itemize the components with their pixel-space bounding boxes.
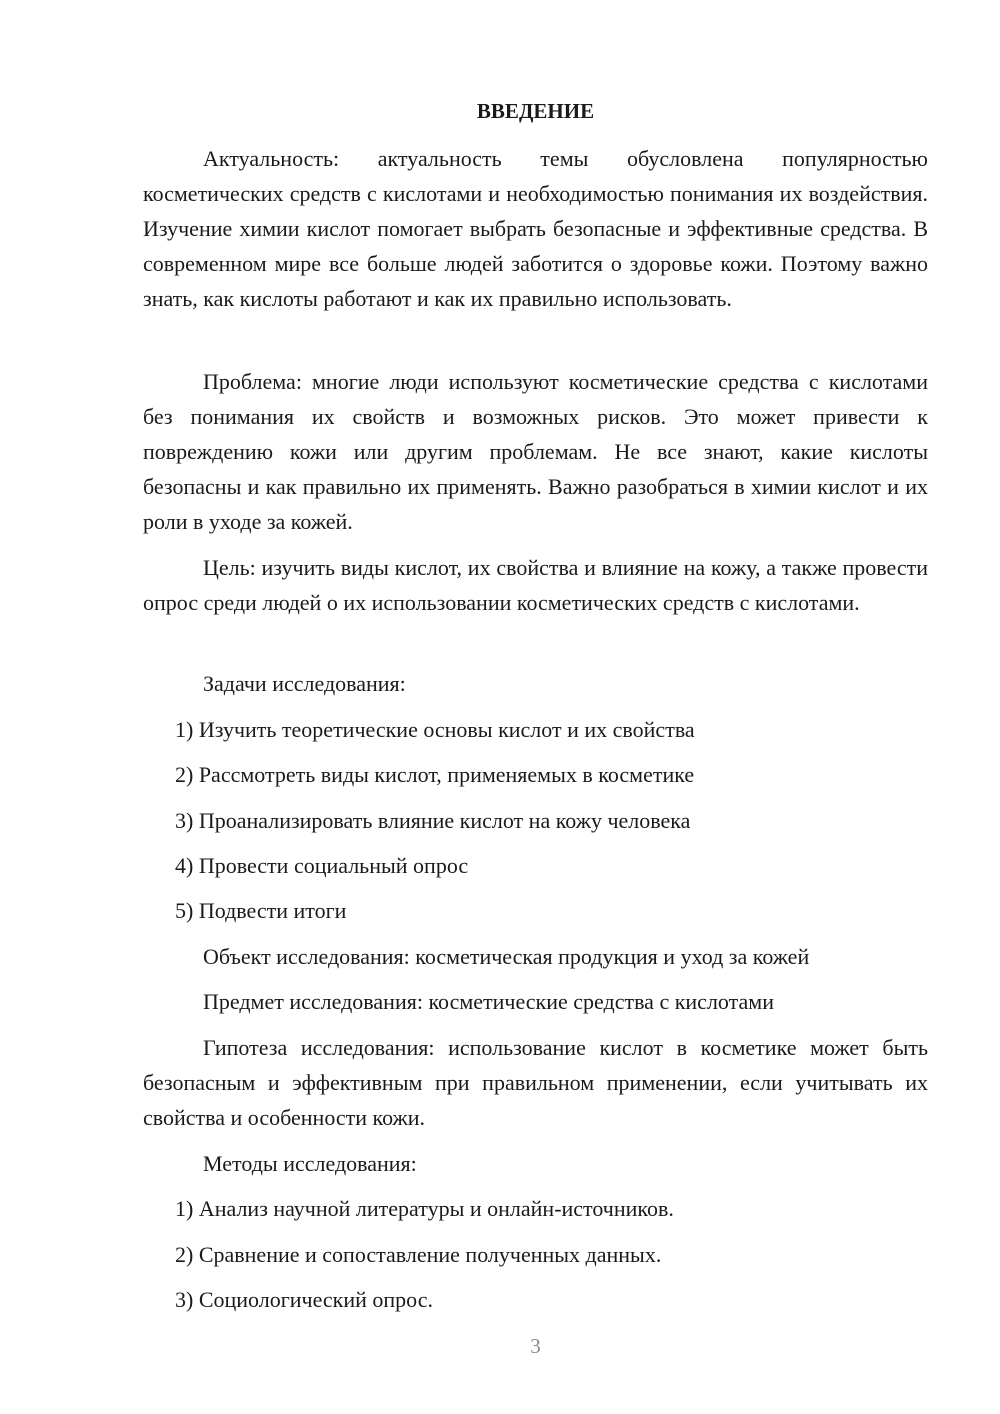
relevance-paragraph: Актуальность: актуальность темы обусловлена популярностью косметических средств с кислотами и необходимостью понимания их воздействия. Изучение химии кислот помогает выбрать безопасные и эффективные средства. В современном мире все больше людей заботится о здоровье кожи. Поэтому важно знать, как кислоты работают и как их правильно использовать. [143,146,928,311]
method-item: 3) Социологический опрос. [175,1287,433,1312]
goal-paragraph: Цель: изучить виды кислот, их свойства и влияние на кожу, а также провести опрос среди людей о их использовании косметических средств с кислотами. [143,555,928,615]
page-title: ВВЕДЕНИЕ [476,99,595,123]
research-subject: Предмет исследования: косметические средства с кислотами [203,989,774,1014]
task-item: 1) Изучить теоретические основы кислот и их свойства [175,717,695,742]
task-item: 3) Проанализировать влияние кислот на кожу человека [175,808,691,833]
problem-paragraph: Проблема: многие люди используют косметические средства с кислотами без понимания их свойств и возможных рисков. Это может привести к повреждению кожи или другим проблемам. Не все знают, какие кислоты безопасны и как правильно их применять. Важно разобраться в химии кислот и их роли в уходе за кожей. [143,369,928,534]
research-object: Объект исследования: косметическая продукция и уход за кожей [203,944,810,969]
task-item: 2) Рассмотреть виды кислот, применяемых в косметике [175,762,695,787]
tasks-heading: Задачи исследования: [203,671,406,696]
task-item: 4) Провести социальный опрос [175,853,469,878]
methods-heading: Методы исследования: [203,1151,417,1176]
method-item: 1) Анализ научной литературы и онлайн-источников. [175,1196,674,1221]
hypothesis-paragraph: Гипотеза исследования: использование кислот в косметике может быть безопасным и эффективным при правильном применении, если учитывать их свойства и особенности кожи. [143,1035,928,1130]
task-item: 5) Подвести итоги [175,898,347,923]
document-page [143,0,928,1414]
page-number: 3 [530,1334,541,1358]
method-item: 2) Сравнение и сопоставление полученных данных. [175,1242,662,1267]
